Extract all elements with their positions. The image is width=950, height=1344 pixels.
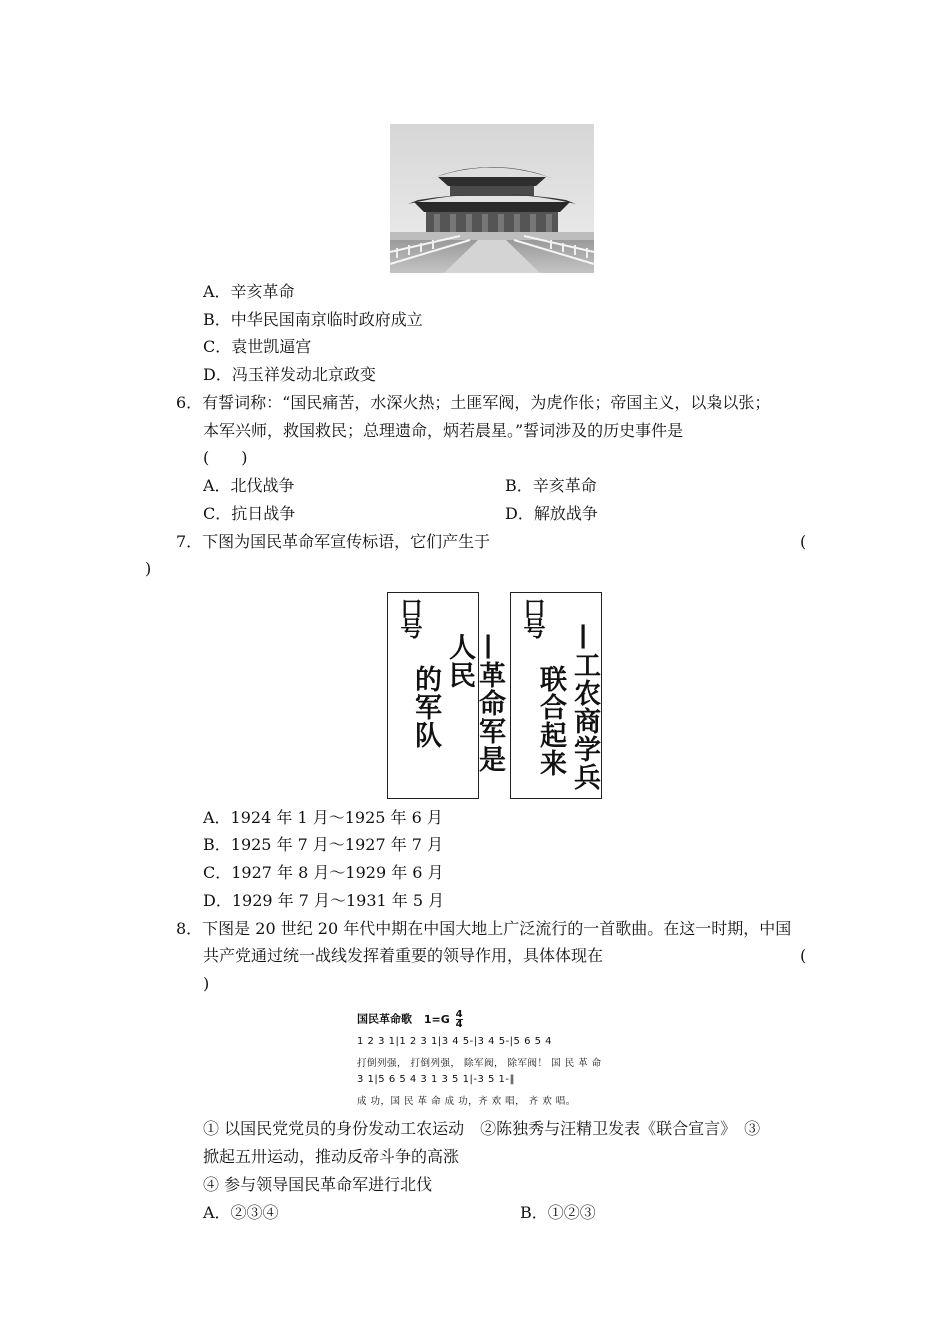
- q6-answer-paren: ( ): [203, 448, 248, 467]
- q6-option-b: B．辛亥革命: [505, 476, 597, 495]
- q5-option-c: C．袁世凯逼宫: [203, 337, 312, 356]
- q8-option-b: B．①②③: [520, 1203, 596, 1222]
- q6-option-d: D．解放战争: [505, 504, 598, 523]
- q8-item-line3: ④ 参与领导国民革命军进行北伐: [203, 1175, 433, 1194]
- q7-option-b: B．1925 年 7 月～1927 年 7 月: [203, 835, 444, 854]
- slogan-left-mark: 口号: [397, 597, 422, 637]
- q6-stem-line1: 6．有誓词称：“国民痛苦，水深火热；土匪军阀，为虎作伥；帝国主义，以枭以张；: [176, 393, 771, 412]
- slogan-left-col1: —革命军是人民: [444, 633, 505, 773]
- q5-option-a: A．辛亥革命: [203, 282, 295, 301]
- q5-option-b: B．中华民国南京临时政府成立: [203, 310, 423, 329]
- q8-item-line2: 掀起五卅运动，推动反帝斗争的高涨: [203, 1147, 460, 1166]
- q8-option-a: A．②③④: [203, 1203, 279, 1222]
- q6-option-c: C．抗日战争: [203, 504, 296, 523]
- score-lyrics-line1: 打倒列强， 打倒列强， 除军阀， 除军阀！ 国 民 革 命: [357, 1058, 602, 1069]
- slogan-right-mark: 口号: [520, 597, 545, 637]
- q8-stem-line2: 共产党通过统一战线发挥着重要的领导作用，具体体现在: [203, 946, 604, 965]
- score-notes-line1: 1 2 3 1|1 2 3 1|3 4 5-|3 4 5-|5 6 5 4: [357, 1036, 553, 1047]
- q7-paren-close: ): [145, 559, 152, 578]
- score-notes-line2: 3 1|5 6 5 4 3 1 3 5 1|-3 5 1-‖: [357, 1074, 515, 1085]
- q8-item-line1: ① 以国民党党员的身份发动工农运动 ②陈独秀与汪精卫发表《联合宣言》 ③: [203, 1119, 761, 1138]
- slogan-right-col2: 联合起来: [535, 665, 566, 777]
- q6-option-a: A．北伐战争: [203, 476, 295, 495]
- slogan-left-col2: 的军队: [410, 665, 441, 749]
- q7-option-d: D．1929 年 7 月～1931 年 5 月: [203, 891, 445, 910]
- score-time-top: 4: [455, 1009, 463, 1020]
- slogan-right: [510, 592, 602, 799]
- q5-option-d: D．冯玉祥发动北京政变: [203, 365, 376, 384]
- q8-paren-close: ): [203, 974, 210, 993]
- slogan-left: [387, 592, 505, 799]
- palace-photo: [390, 124, 594, 273]
- q7-option-c: C．1927 年 8 月～1929 年 6 月: [203, 863, 444, 882]
- song-score: [355, 1008, 665, 1108]
- q8-stem-line1: 8．下图是 20 世纪 20 年代中期在中国大地上广泛流行的一首歌曲。在这一时期，中国: [176, 919, 792, 938]
- q7-paren-open: (: [800, 532, 807, 551]
- score-time-bottom: 4: [455, 1019, 463, 1030]
- score-lyrics-line2: 成 功，国 民 革 命 成 功，齐 欢 唱， 齐 欢 唱。: [357, 1096, 576, 1107]
- score-key: 1=G: [423, 1012, 450, 1026]
- q7-option-a: A．1924 年 1 月～1925 年 6 月: [203, 808, 443, 827]
- q8-paren-open: (: [800, 946, 807, 965]
- score-title: 国民革命歌: [357, 1012, 412, 1026]
- q7-stem: 7．下图为国民革命军宣传标语，它们产生于: [176, 532, 491, 551]
- q6-stem-line2: 本军兴师，救国救民；总理遗命，炳若晨星。”誓词涉及的历史事件是: [203, 421, 684, 440]
- slogan-right-col1: —工农商学兵: [569, 623, 600, 791]
